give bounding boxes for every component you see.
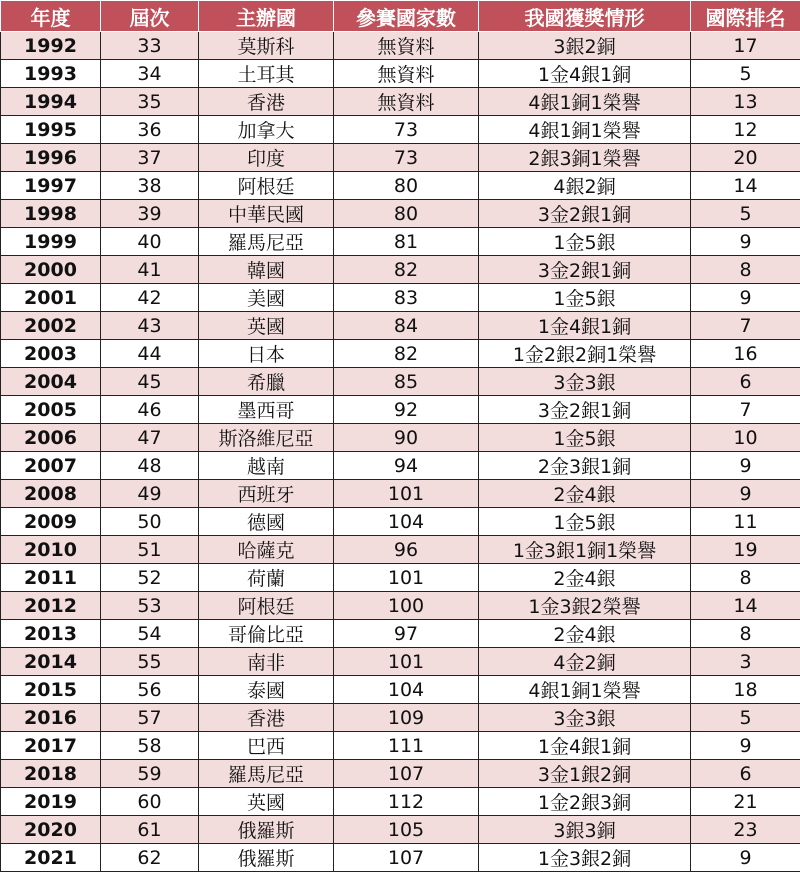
cell-rank: 9 bbox=[691, 732, 800, 760]
cell-rank: 13 bbox=[691, 88, 800, 116]
cell-rank: 5 bbox=[691, 200, 800, 228]
table-row bbox=[1, 788, 800, 816]
cell-rank: 8 bbox=[691, 564, 800, 592]
cell-awards: 1金4銀1銅 bbox=[479, 732, 691, 760]
table-row bbox=[1, 816, 800, 844]
cell-awards: 3金3銀 bbox=[479, 704, 691, 732]
cell-participant-count: 82 bbox=[334, 340, 479, 368]
cell-rank: 10 bbox=[691, 424, 800, 452]
cell-awards: 1金5銀 bbox=[479, 508, 691, 536]
cell-host-country: 英國 bbox=[199, 312, 334, 340]
cell-host-country: 莫斯科 bbox=[199, 32, 334, 60]
cell-participant-count: 104 bbox=[334, 676, 479, 704]
cell-host-country: 羅馬尼亞 bbox=[199, 228, 334, 256]
cell-awards: 1金5銀 bbox=[479, 424, 691, 452]
cell-participant-count: 無資料 bbox=[334, 60, 479, 88]
cell-year: 2021 bbox=[1, 844, 101, 872]
cell-participant-count: 104 bbox=[334, 508, 479, 536]
cell-year: 2001 bbox=[1, 284, 101, 312]
cell-year: 1994 bbox=[1, 88, 101, 116]
cell-host-country: 南非 bbox=[199, 648, 334, 676]
cell-participant-count: 96 bbox=[334, 536, 479, 564]
table-row bbox=[1, 88, 800, 116]
cell-session: 35 bbox=[101, 88, 199, 116]
header-session: 屆次 bbox=[101, 1, 199, 32]
cell-host-country: 巴西 bbox=[199, 732, 334, 760]
cell-participant-count: 94 bbox=[334, 452, 479, 480]
cell-participant-count: 111 bbox=[334, 732, 479, 760]
cell-host-country: 日本 bbox=[199, 340, 334, 368]
cell-host-country: 俄羅斯 bbox=[199, 816, 334, 844]
table-row bbox=[1, 480, 800, 508]
table-row bbox=[1, 452, 800, 480]
cell-participant-count: 107 bbox=[334, 844, 479, 872]
table-row bbox=[1, 172, 800, 200]
cell-rank: 19 bbox=[691, 536, 800, 564]
cell-participant-count: 100 bbox=[334, 592, 479, 620]
cell-participant-count: 81 bbox=[334, 228, 479, 256]
cell-host-country: 哥倫比亞 bbox=[199, 620, 334, 648]
cell-session: 50 bbox=[101, 508, 199, 536]
table-row bbox=[1, 144, 800, 172]
cell-session: 37 bbox=[101, 144, 199, 172]
cell-rank: 14 bbox=[691, 592, 800, 620]
cell-awards: 3銀3銅 bbox=[479, 816, 691, 844]
cell-session: 41 bbox=[101, 256, 199, 284]
cell-host-country: 俄羅斯 bbox=[199, 844, 334, 872]
table-row bbox=[1, 284, 800, 312]
cell-awards: 1金5銀 bbox=[479, 228, 691, 256]
cell-session: 60 bbox=[101, 788, 199, 816]
cell-participant-count: 80 bbox=[334, 172, 479, 200]
cell-year: 2016 bbox=[1, 704, 101, 732]
table-row bbox=[1, 704, 800, 732]
table-row bbox=[1, 60, 800, 88]
cell-year: 2014 bbox=[1, 648, 101, 676]
cell-awards: 1金4銀1銅 bbox=[479, 60, 691, 88]
cell-participant-count: 無資料 bbox=[334, 88, 479, 116]
cell-awards: 4銀1銅1榮譽 bbox=[479, 88, 691, 116]
cell-participant-count: 101 bbox=[334, 564, 479, 592]
cell-year: 1999 bbox=[1, 228, 101, 256]
cell-host-country: 越南 bbox=[199, 452, 334, 480]
cell-session: 54 bbox=[101, 620, 199, 648]
cell-session: 61 bbox=[101, 816, 199, 844]
cell-awards: 1金2銀2銅1榮譽 bbox=[479, 340, 691, 368]
cell-awards: 4金2銅 bbox=[479, 648, 691, 676]
cell-participant-count: 107 bbox=[334, 760, 479, 788]
cell-awards: 4銀1銅1榮譽 bbox=[479, 676, 691, 704]
cell-participant-count: 112 bbox=[334, 788, 479, 816]
cell-rank: 6 bbox=[691, 368, 800, 396]
cell-year: 2020 bbox=[1, 816, 101, 844]
cell-session: 42 bbox=[101, 284, 199, 312]
cell-rank: 20 bbox=[691, 144, 800, 172]
cell-year: 2003 bbox=[1, 340, 101, 368]
cell-awards: 2金3銀1銅 bbox=[479, 452, 691, 480]
cell-participant-count: 無資料 bbox=[334, 32, 479, 60]
table-row bbox=[1, 340, 800, 368]
cell-year: 2013 bbox=[1, 620, 101, 648]
cell-session: 34 bbox=[101, 60, 199, 88]
header-participant-count: 參賽國家數 bbox=[334, 1, 479, 32]
cell-host-country: 泰國 bbox=[199, 676, 334, 704]
cell-awards: 2金4銀 bbox=[479, 480, 691, 508]
cell-rank: 21 bbox=[691, 788, 800, 816]
cell-year: 2012 bbox=[1, 592, 101, 620]
cell-rank: 16 bbox=[691, 340, 800, 368]
cell-participant-count: 73 bbox=[334, 116, 479, 144]
cell-rank: 8 bbox=[691, 620, 800, 648]
table-row bbox=[1, 116, 800, 144]
cell-awards: 1金3銀2銅 bbox=[479, 844, 691, 872]
cell-session: 52 bbox=[101, 564, 199, 592]
cell-year: 2004 bbox=[1, 368, 101, 396]
cell-rank: 11 bbox=[691, 508, 800, 536]
cell-awards: 1金4銀1銅 bbox=[479, 312, 691, 340]
cell-awards: 3銀2銅 bbox=[479, 32, 691, 60]
cell-year: 2019 bbox=[1, 788, 101, 816]
cell-participant-count: 97 bbox=[334, 620, 479, 648]
cell-host-country: 阿根廷 bbox=[199, 172, 334, 200]
cell-awards: 1金3銀1銅1榮譽 bbox=[479, 536, 691, 564]
cell-host-country: 阿根廷 bbox=[199, 592, 334, 620]
header-awards: 我國獲獎情形 bbox=[479, 1, 691, 32]
table-row bbox=[1, 844, 800, 872]
cell-host-country: 香港 bbox=[199, 88, 334, 116]
cell-awards: 3金2銀1銅 bbox=[479, 256, 691, 284]
cell-host-country: 韓國 bbox=[199, 256, 334, 284]
cell-session: 49 bbox=[101, 480, 199, 508]
cell-session: 45 bbox=[101, 368, 199, 396]
cell-participant-count: 105 bbox=[334, 816, 479, 844]
cell-year: 1992 bbox=[1, 32, 101, 60]
cell-participant-count: 92 bbox=[334, 396, 479, 424]
cell-year: 2005 bbox=[1, 396, 101, 424]
cell-host-country: 加拿大 bbox=[199, 116, 334, 144]
cell-session: 58 bbox=[101, 732, 199, 760]
table-row bbox=[1, 228, 800, 256]
cell-year: 2017 bbox=[1, 732, 101, 760]
cell-participant-count: 85 bbox=[334, 368, 479, 396]
cell-participant-count: 90 bbox=[334, 424, 479, 452]
cell-year: 2008 bbox=[1, 480, 101, 508]
cell-session: 43 bbox=[101, 312, 199, 340]
cell-year: 1995 bbox=[1, 116, 101, 144]
cell-rank: 9 bbox=[691, 284, 800, 312]
cell-awards: 2金4銀 bbox=[479, 564, 691, 592]
cell-host-country: 香港 bbox=[199, 704, 334, 732]
cell-rank: 9 bbox=[691, 228, 800, 256]
cell-year: 1993 bbox=[1, 60, 101, 88]
cell-rank: 9 bbox=[691, 480, 800, 508]
table-row bbox=[1, 536, 800, 564]
cell-year: 2015 bbox=[1, 676, 101, 704]
cell-host-country: 羅馬尼亞 bbox=[199, 760, 334, 788]
cell-host-country: 德國 bbox=[199, 508, 334, 536]
cell-session: 55 bbox=[101, 648, 199, 676]
cell-awards: 4銀1銅1榮譽 bbox=[479, 116, 691, 144]
cell-rank: 9 bbox=[691, 452, 800, 480]
table-row bbox=[1, 424, 800, 452]
header-row bbox=[1, 1, 800, 32]
table-row bbox=[1, 368, 800, 396]
cell-host-country: 墨西哥 bbox=[199, 396, 334, 424]
cell-awards: 3金3銀 bbox=[479, 368, 691, 396]
cell-participant-count: 101 bbox=[334, 480, 479, 508]
cell-rank: 3 bbox=[691, 648, 800, 676]
cell-rank: 5 bbox=[691, 704, 800, 732]
cell-rank: 8 bbox=[691, 256, 800, 284]
cell-host-country: 中華民國 bbox=[199, 200, 334, 228]
cell-rank: 17 bbox=[691, 32, 800, 60]
header-year: 年度 bbox=[1, 1, 101, 32]
cell-year: 1998 bbox=[1, 200, 101, 228]
cell-session: 39 bbox=[101, 200, 199, 228]
table-row bbox=[1, 200, 800, 228]
cell-year: 2002 bbox=[1, 312, 101, 340]
table-row bbox=[1, 676, 800, 704]
cell-year: 2010 bbox=[1, 536, 101, 564]
cell-awards: 2銀3銅1榮譽 bbox=[479, 144, 691, 172]
table-row bbox=[1, 396, 800, 424]
table-row bbox=[1, 732, 800, 760]
table-row bbox=[1, 760, 800, 788]
cell-session: 53 bbox=[101, 592, 199, 620]
cell-session: 46 bbox=[101, 396, 199, 424]
cell-host-country: 西班牙 bbox=[199, 480, 334, 508]
table-row bbox=[1, 256, 800, 284]
cell-year: 1996 bbox=[1, 144, 101, 172]
cell-session: 47 bbox=[101, 424, 199, 452]
cell-year: 2000 bbox=[1, 256, 101, 284]
header-host-country: 主辦國 bbox=[199, 1, 334, 32]
cell-session: 56 bbox=[101, 676, 199, 704]
cell-participant-count: 109 bbox=[334, 704, 479, 732]
cell-session: 36 bbox=[101, 116, 199, 144]
cell-participant-count: 84 bbox=[334, 312, 479, 340]
cell-session: 51 bbox=[101, 536, 199, 564]
cell-year: 2006 bbox=[1, 424, 101, 452]
cell-awards: 4銀2銅 bbox=[479, 172, 691, 200]
cell-rank: 7 bbox=[691, 312, 800, 340]
cell-awards: 2金4銀 bbox=[479, 620, 691, 648]
cell-host-country: 荷蘭 bbox=[199, 564, 334, 592]
cell-host-country: 英國 bbox=[199, 788, 334, 816]
table-row bbox=[1, 508, 800, 536]
cell-awards: 1金3銀2榮譽 bbox=[479, 592, 691, 620]
cell-rank: 18 bbox=[691, 676, 800, 704]
cell-session: 57 bbox=[101, 704, 199, 732]
cell-awards: 3金2銀1銅 bbox=[479, 396, 691, 424]
cell-awards: 3金1銀2銅 bbox=[479, 760, 691, 788]
cell-awards: 1金5銀 bbox=[479, 284, 691, 312]
cell-rank: 7 bbox=[691, 396, 800, 424]
cell-participant-count: 83 bbox=[334, 284, 479, 312]
cell-year: 2018 bbox=[1, 760, 101, 788]
table-row bbox=[1, 592, 800, 620]
cell-session: 62 bbox=[101, 844, 199, 872]
cell-rank: 9 bbox=[691, 844, 800, 872]
table-row bbox=[1, 312, 800, 340]
cell-year: 2011 bbox=[1, 564, 101, 592]
cell-participant-count: 80 bbox=[334, 200, 479, 228]
cell-year: 2009 bbox=[1, 508, 101, 536]
cell-rank: 5 bbox=[691, 60, 800, 88]
cell-participant-count: 82 bbox=[334, 256, 479, 284]
cell-participant-count: 101 bbox=[334, 648, 479, 676]
cell-rank: 23 bbox=[691, 816, 800, 844]
cell-participant-count: 73 bbox=[334, 144, 479, 172]
cell-awards: 3金2銀1銅 bbox=[479, 200, 691, 228]
cell-rank: 6 bbox=[691, 760, 800, 788]
cell-host-country: 哈薩克 bbox=[199, 536, 334, 564]
cell-year: 1997 bbox=[1, 172, 101, 200]
cell-host-country: 美國 bbox=[199, 284, 334, 312]
table-row bbox=[1, 564, 800, 592]
cell-host-country: 斯洛維尼亞 bbox=[199, 424, 334, 452]
cell-rank: 14 bbox=[691, 172, 800, 200]
cell-session: 33 bbox=[101, 32, 199, 60]
cell-rank: 12 bbox=[691, 116, 800, 144]
cell-session: 44 bbox=[101, 340, 199, 368]
cell-session: 59 bbox=[101, 760, 199, 788]
cell-host-country: 土耳其 bbox=[199, 60, 334, 88]
table-body bbox=[1, 32, 800, 872]
cell-session: 38 bbox=[101, 172, 199, 200]
table-row bbox=[1, 620, 800, 648]
table-row bbox=[1, 32, 800, 60]
cell-awards: 1金2銀3銅 bbox=[479, 788, 691, 816]
cell-session: 40 bbox=[101, 228, 199, 256]
table-row bbox=[1, 648, 800, 676]
cell-session: 48 bbox=[101, 452, 199, 480]
header-rank: 國際排名 bbox=[691, 1, 800, 32]
cell-host-country: 希臘 bbox=[199, 368, 334, 396]
cell-year: 2007 bbox=[1, 452, 101, 480]
cell-host-country: 印度 bbox=[199, 144, 334, 172]
